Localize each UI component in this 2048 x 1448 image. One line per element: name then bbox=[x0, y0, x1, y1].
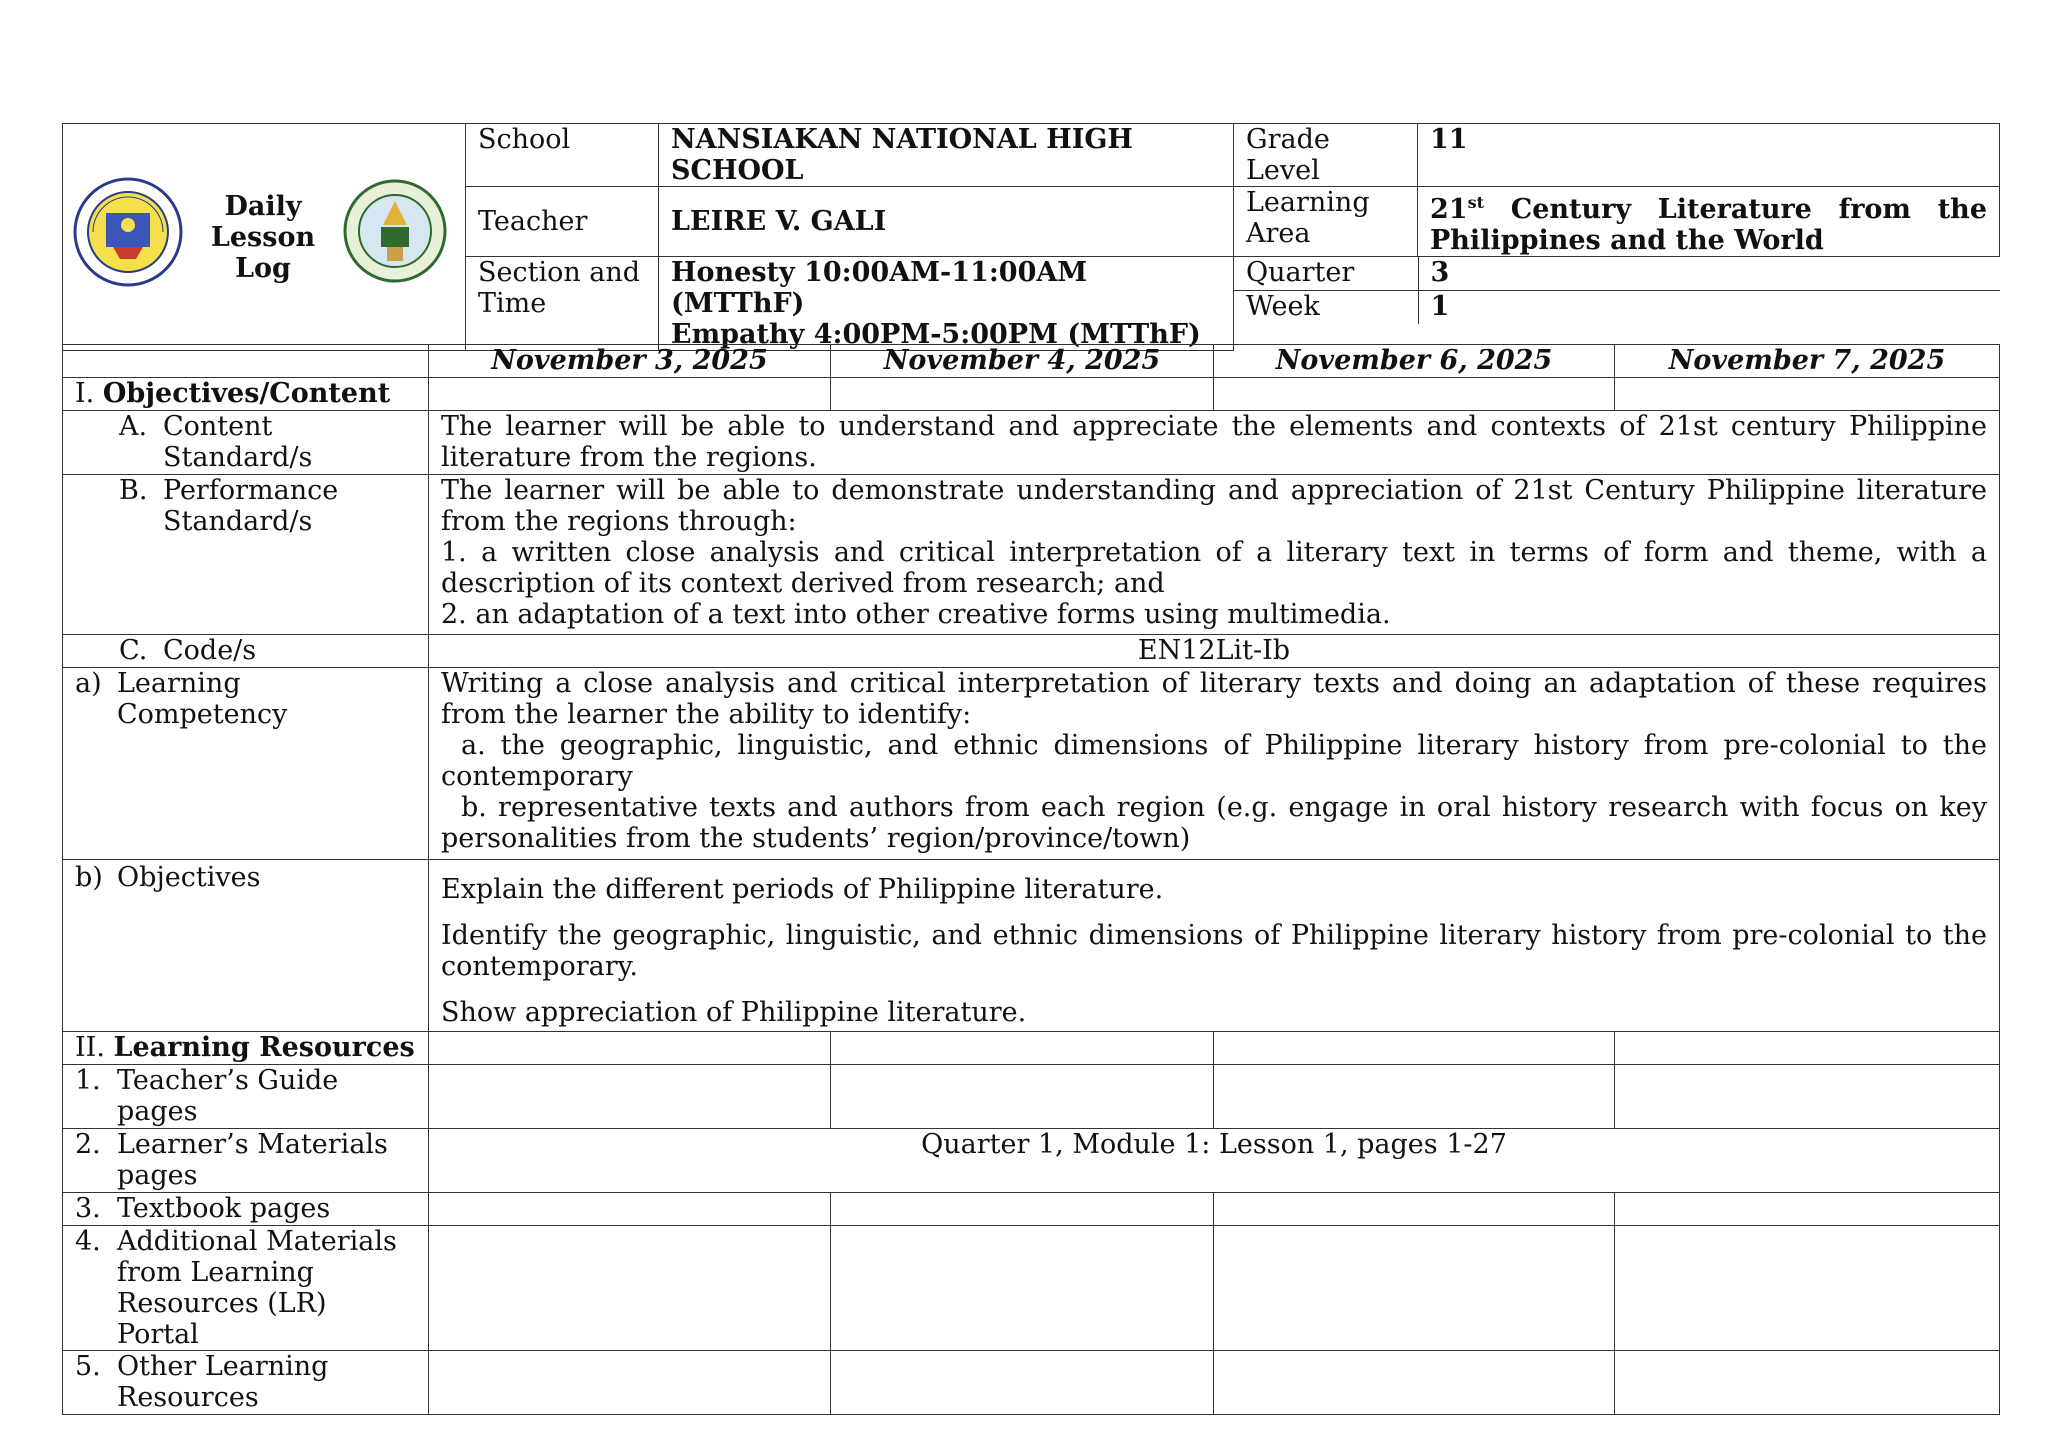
objective-item: Show appreciation of Philippine literature. bbox=[441, 997, 1027, 1028]
competency-label: a) Learning Competency bbox=[63, 668, 429, 860]
date-header: November 3, 2025 bbox=[429, 345, 831, 378]
content-standard-text: The learner will be able to understand and appreciate the elements and contexts of 21st century Philippine literature from the regions. bbox=[429, 411, 2000, 475]
document-title: Daily Lesson Log bbox=[210, 191, 316, 284]
week-label: Week bbox=[1234, 290, 1418, 324]
code-value: EN12Lit-Ib bbox=[429, 635, 2000, 668]
learner-materials-value: Quarter 1, Module 1: Lesson 1, pages 1-27 bbox=[429, 1129, 2000, 1193]
date-header: November 7, 2025 bbox=[1615, 345, 2000, 378]
school-seal-icon bbox=[343, 179, 447, 283]
objective-item: Explain the different periods of Philippine literature. bbox=[441, 874, 1164, 905]
grade-value: 11 bbox=[1418, 124, 2000, 187]
code-label: C. Code/s bbox=[63, 635, 429, 668]
section-heading-resources: II. Learning Resources bbox=[63, 1032, 429, 1065]
header-table bbox=[62, 123, 2000, 351]
section-label: Section and Time bbox=[466, 257, 659, 351]
date-header: November 6, 2025 bbox=[1214, 345, 1615, 378]
school-name: NANSIAKAN NATIONAL HIGH SCHOOL bbox=[659, 124, 1234, 187]
resource-label: 4. Additional Materials from Learning Resources (LR) Portal bbox=[63, 1226, 429, 1351]
lesson-table bbox=[62, 344, 2000, 1415]
resource-label: 1. Teacher’s Guide pages bbox=[63, 1065, 429, 1129]
section-time: Honesty 10:00AM-11:00AM (MTThF) Empathy 4:00PM-5:00PM (MTThF) bbox=[659, 257, 1234, 351]
objectives-label: b) Objectives bbox=[63, 860, 429, 1032]
logo-cell bbox=[63, 124, 466, 351]
area-value: 21st Century Literature from the Philippines and the World bbox=[1418, 187, 2000, 257]
date-header: November 4, 2025 bbox=[831, 345, 1214, 378]
performance-standard-text: The learner will be able to demonstrate understanding and appreciation of 21st Century Philippine literature from the regions through: 1. a written close analysis and critical interpretation of a literary text in terms of form and theme, with a description of its context derived from research; and 2. an adaptation of a text into other creative forms using multimedia. bbox=[429, 475, 2000, 635]
performance-standard-label: B. Performance Standard/s bbox=[63, 475, 429, 635]
teacher-label: Teacher bbox=[466, 187, 659, 257]
quarter-value: 3 bbox=[1418, 257, 2000, 290]
blank-cell bbox=[63, 345, 429, 378]
resource-label: 5. Other Learning Resources bbox=[63, 1351, 429, 1415]
teacher-name: LEIRE V. GALI bbox=[659, 187, 1234, 257]
content-standard-label: A. Content Standard/s bbox=[63, 411, 429, 475]
objective-item: Identify the geographic, linguistic, and ethnic dimensions of Philippine literary history from pre-colonial to the contemporary. bbox=[441, 920, 1987, 982]
week-value: 1 bbox=[1418, 290, 2000, 324]
resource-label: 3. Textbook pages bbox=[63, 1193, 429, 1226]
resource-label: 2. Learner’s Materials pages bbox=[63, 1129, 429, 1193]
grade-label: Grade Level bbox=[1234, 124, 1418, 187]
deped-seal-icon bbox=[73, 177, 183, 287]
objectives-text bbox=[429, 860, 2000, 1032]
section-heading-objectives: I. Objectives/Content bbox=[63, 378, 429, 411]
competency-text: Writing a close analysis and critical interpretation of literary texts and doing an adaptation of these requires from the learner the ability to identify: a. the geographic, linguistic, and ethnic dimensions of Philippine literary history from pre-colonial to the contemporary b. representative texts and authors from each region (e.g. engage in oral history research with focus on key personalities from the students’ region/province/town) bbox=[429, 668, 2000, 860]
school-label: School bbox=[466, 124, 659, 187]
date-row bbox=[63, 345, 2000, 378]
area-label: Learning Area bbox=[1234, 187, 1418, 257]
quarter-label: Quarter bbox=[1234, 257, 1418, 290]
